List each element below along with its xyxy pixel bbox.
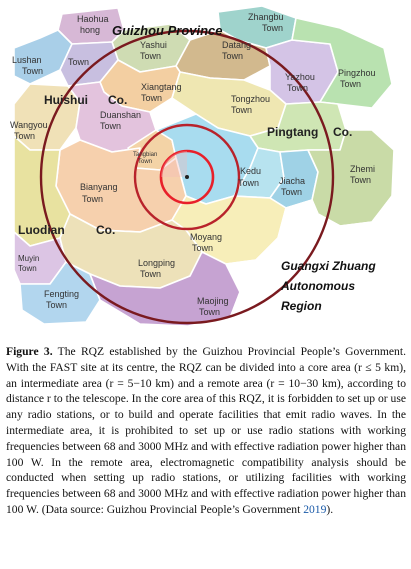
label-lushan-1: Lushan	[12, 55, 42, 65]
source-year-link[interactable]: 2019	[303, 502, 327, 516]
label-zhangbu-2: Town	[262, 23, 284, 33]
label-luodian-co: Co.	[96, 223, 116, 237]
label-fengting-1: Fengting	[44, 289, 80, 299]
label-tangbian-2: Town	[138, 159, 153, 165]
label-longping-2: Town	[140, 269, 162, 279]
label-lushan-town: Town	[68, 57, 90, 67]
label-maojing-1: Maojing	[197, 296, 229, 306]
label-zhemi-1: Zhemi	[350, 164, 376, 174]
figure-label: Figure 3.	[6, 345, 53, 358]
label-duanshan-2: Town	[100, 121, 122, 131]
label-huishui: Huishui	[44, 93, 88, 107]
label-yazhou-1: Yazhou	[285, 72, 315, 82]
label-bianyang-2: Town	[82, 194, 104, 204]
label-wangyou-1: Wangyou	[10, 120, 48, 130]
label-luodian: Luodian	[18, 223, 65, 237]
label-xiangtang-1: Xiangtang	[141, 82, 182, 92]
label-pingzhou-2: Town	[340, 79, 362, 89]
figure-caption	[6, 344, 406, 518]
label-fengting-2: Town	[46, 300, 68, 310]
region-title-line1: Guangxi Zhuang	[281, 259, 376, 273]
label-jiacha-2: Town	[281, 187, 303, 197]
label-zhangbu-1: Zhangbu	[248, 12, 284, 22]
label-muyin-2: Town	[18, 264, 37, 273]
label-datang-2: Town	[222, 51, 244, 61]
caption-text: The RQZ established by the Guizhou Provincial People’s Government. With the FAST site at its centre, the RQZ can be divided into a core area (r ≤ 5 km), an intermediate area (r = 5−10 km) and a remote area (r = 10−30 km), according to distance r to the telescope. In the core area of this RQZ, it is forbidden to set up or use any radio stations, or to build and operate facilities that emit radio waves. In the intermediate area, it is prohibited to set up or use radio stations with working frequencies between 68 and 3000 MHz and with effective radiation power higher than 100 W. In the remote area, electromagnetic compatibility analysis should be conducted when setting up radio stations, or utilizing facilities with working frequencies between 68 and 3000 MHz and with effective radiation power higher than 100 W. (Data source: Guizhou Provincial People’s Government	[6, 345, 406, 516]
label-haohua-1: Haohua	[77, 14, 109, 24]
label-jiacha-1: Jiacha	[279, 176, 306, 186]
label-bianyang-1: Bianyang	[80, 182, 118, 192]
label-haohua-2: hong	[80, 25, 101, 35]
label-duanshan-1: Duanshan	[100, 110, 142, 120]
label-xiangtang-2: Town	[141, 93, 163, 103]
label-moyang-1: Moyang	[190, 232, 223, 242]
province-title: Guizhou Province	[112, 23, 223, 38]
label-tongzhou-1: Tongzhou	[231, 94, 271, 104]
label-zhemi-2: Town	[350, 175, 372, 185]
label-longping-1: Longping	[138, 258, 176, 268]
label-lushan-2: Town	[22, 66, 44, 76]
label-muyin-1: Muyin	[18, 254, 40, 263]
label-yashui-2: Town	[140, 51, 162, 61]
label-yashui-1: Yashui	[140, 40, 167, 50]
label-datang-1: Datang	[222, 40, 252, 50]
label-maojing-2: Town	[199, 307, 221, 317]
label-pingtang: Pingtang	[267, 125, 319, 139]
label-tongzhou-2: Town	[231, 105, 253, 115]
caption-tail: ).	[326, 502, 334, 516]
region-title-line2: Autonomous	[281, 279, 355, 293]
label-wangyou-2: Town	[14, 131, 36, 141]
label-kedu-2: Town	[238, 178, 260, 188]
label-tangbian-1: Tangbian	[133, 152, 158, 158]
label-moyang-2: Town	[192, 243, 214, 253]
fast-site-marker	[185, 175, 189, 179]
region-title-line3: Region	[281, 299, 322, 313]
label-pingzhou-1: Pingzhou	[338, 68, 376, 78]
label-yazhou-2: Town	[287, 83, 309, 93]
label-pingtang-co: Co.	[333, 125, 353, 139]
label-kedu-1: Kedu	[240, 166, 262, 176]
label-huishui-co: Co.	[108, 93, 128, 107]
